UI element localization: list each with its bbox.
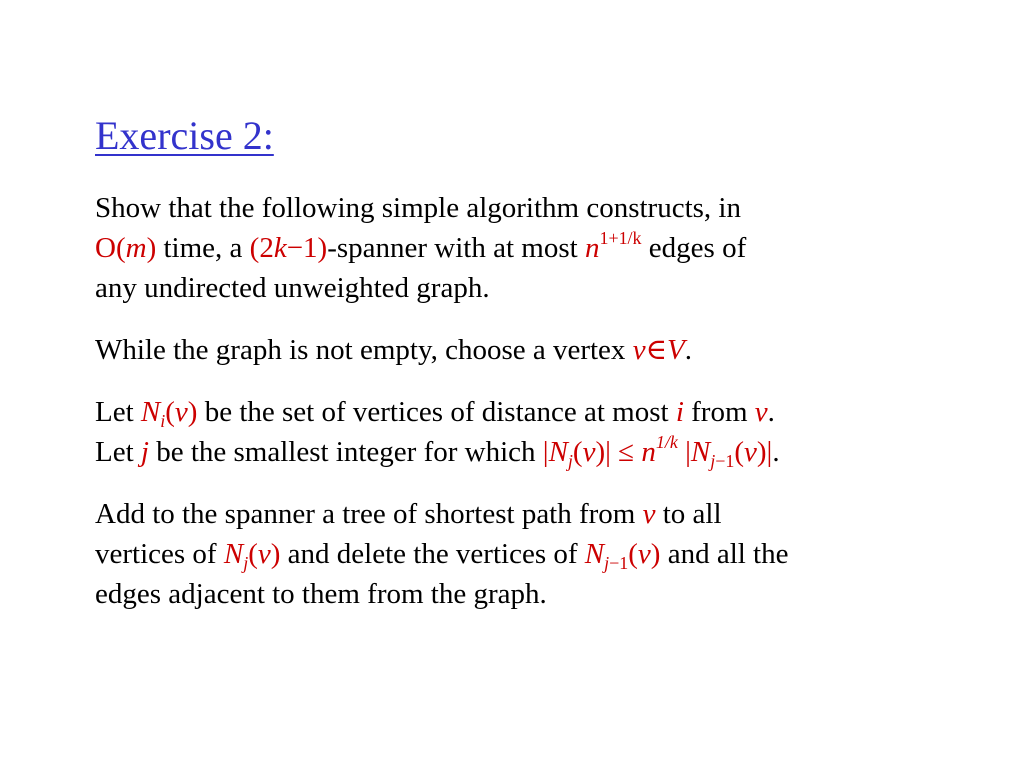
- subscript-j: j: [567, 451, 573, 472]
- abs-open: |: [542, 436, 549, 468]
- problem-line-1-text: Show that the following simple algorithm constructs, in: [95, 192, 741, 224]
- step-1-text: While the graph is not empty, choose a vertex: [95, 334, 633, 366]
- algorithm-step-3: [95, 494, 935, 614]
- from-text: from: [683, 396, 755, 428]
- v-variable: v: [754, 396, 768, 428]
- paren-open: (: [165, 396, 175, 428]
- N-i-v: [140, 396, 198, 432]
- paren-open: (: [248, 538, 258, 570]
- stretch-factor: [250, 232, 328, 264]
- definition-text: be the set of vertices of distance at most: [197, 396, 676, 428]
- m-variable: m: [125, 232, 147, 264]
- abs-close: )|: [756, 436, 773, 468]
- subscript-j: j: [243, 553, 249, 574]
- v-variable: v: [632, 334, 646, 366]
- time-text: time, a: [156, 232, 250, 264]
- add-tree-text: Add to the spanner a tree of shortest path from: [95, 498, 643, 530]
- paren-open: (: [734, 436, 745, 468]
- edges-of-text: edges of: [641, 232, 747, 264]
- step-3-line-3-text: edges adjacent to them from the graph.: [95, 578, 547, 610]
- n-variable: n: [584, 232, 600, 264]
- V-set: V: [667, 334, 685, 366]
- problem-line-3-text: any undirected unweighted graph.: [95, 272, 490, 304]
- step-3-line-3: [95, 574, 935, 614]
- N-j-minus-1-v: [584, 538, 661, 574]
- problem-line-3: [95, 268, 935, 308]
- N-symbol: N: [223, 538, 244, 570]
- problem-statement: [95, 188, 935, 308]
- paren-open: (: [628, 538, 638, 570]
- subscript-j: j: [710, 451, 716, 472]
- paren-open: (: [572, 436, 583, 468]
- k-variable: k: [273, 232, 287, 264]
- stretch-open: (2: [249, 232, 274, 264]
- period: .: [772, 436, 780, 468]
- step-3-line-2: [95, 534, 935, 574]
- big-o-label: O(: [95, 232, 126, 264]
- paren-close: ): [270, 538, 281, 570]
- j-variable: j: [140, 436, 149, 468]
- period: .: [767, 396, 775, 428]
- step-2-line-1: [95, 392, 935, 432]
- subscript-j-minus-1: [604, 553, 628, 573]
- smallest-integer-text: be the smallest integer for which: [148, 436, 543, 468]
- problem-line-2: [95, 228, 935, 268]
- algorithm-step-2: [95, 392, 935, 472]
- N-symbol: N: [690, 436, 711, 468]
- N-symbol: N: [548, 436, 568, 468]
- stretch-rest: −1): [286, 232, 328, 264]
- v-in-V: [633, 334, 685, 366]
- subscript-i: i: [160, 411, 166, 432]
- N-symbol: N: [140, 396, 161, 428]
- complexity-o-m: [95, 232, 156, 264]
- growth-condition: [542, 432, 773, 472]
- n-variable: n: [641, 436, 656, 468]
- step-3-line-1: [95, 494, 935, 534]
- v-variable: v: [637, 538, 651, 570]
- element-of-symbol: ∈: [645, 334, 668, 366]
- let-text-2: Let: [95, 436, 141, 468]
- v-variable: v: [174, 396, 188, 428]
- exponent-1-over-k: 1/k: [655, 432, 678, 453]
- delete-vertices-text: and delete the vertices of: [280, 538, 585, 570]
- subscript-j: j: [604, 553, 610, 574]
- subscript-j-minus-1: [710, 451, 734, 471]
- algorithm-step-1: [95, 330, 935, 370]
- let-text-1: Let: [95, 396, 141, 428]
- v-variable: v: [582, 436, 596, 468]
- subscript-minus-1: −1: [715, 451, 735, 472]
- problem-line-1: [95, 188, 935, 228]
- step-1-line: [95, 330, 935, 370]
- i-variable: i: [675, 396, 684, 428]
- step-2-line-2: [95, 432, 935, 472]
- N-j-v: [223, 538, 281, 574]
- vertices-of-text: vertices of: [95, 538, 224, 570]
- slide-body: [95, 188, 935, 636]
- paren-close: ): [187, 396, 198, 428]
- slide-title: Exercise 2:: [95, 113, 274, 158]
- v-variable: v: [744, 436, 757, 468]
- edge-exponent: 1+1/k: [599, 228, 642, 249]
- abs-close-leq: )| ≤: [595, 436, 642, 468]
- paren-close: ): [650, 538, 661, 570]
- v-variable: v: [642, 498, 656, 530]
- subscript-minus-1: −1: [609, 553, 629, 574]
- big-o-close: ): [146, 232, 157, 264]
- v-variable: v: [257, 538, 271, 570]
- N-symbol: N: [584, 538, 605, 570]
- step-1-period: .: [684, 334, 692, 366]
- abs-open-2: |: [677, 436, 691, 468]
- to-all-text: to all: [655, 498, 722, 530]
- and-all-the-text: and all the: [660, 538, 789, 570]
- spanner-text: -spanner with at most: [327, 232, 585, 264]
